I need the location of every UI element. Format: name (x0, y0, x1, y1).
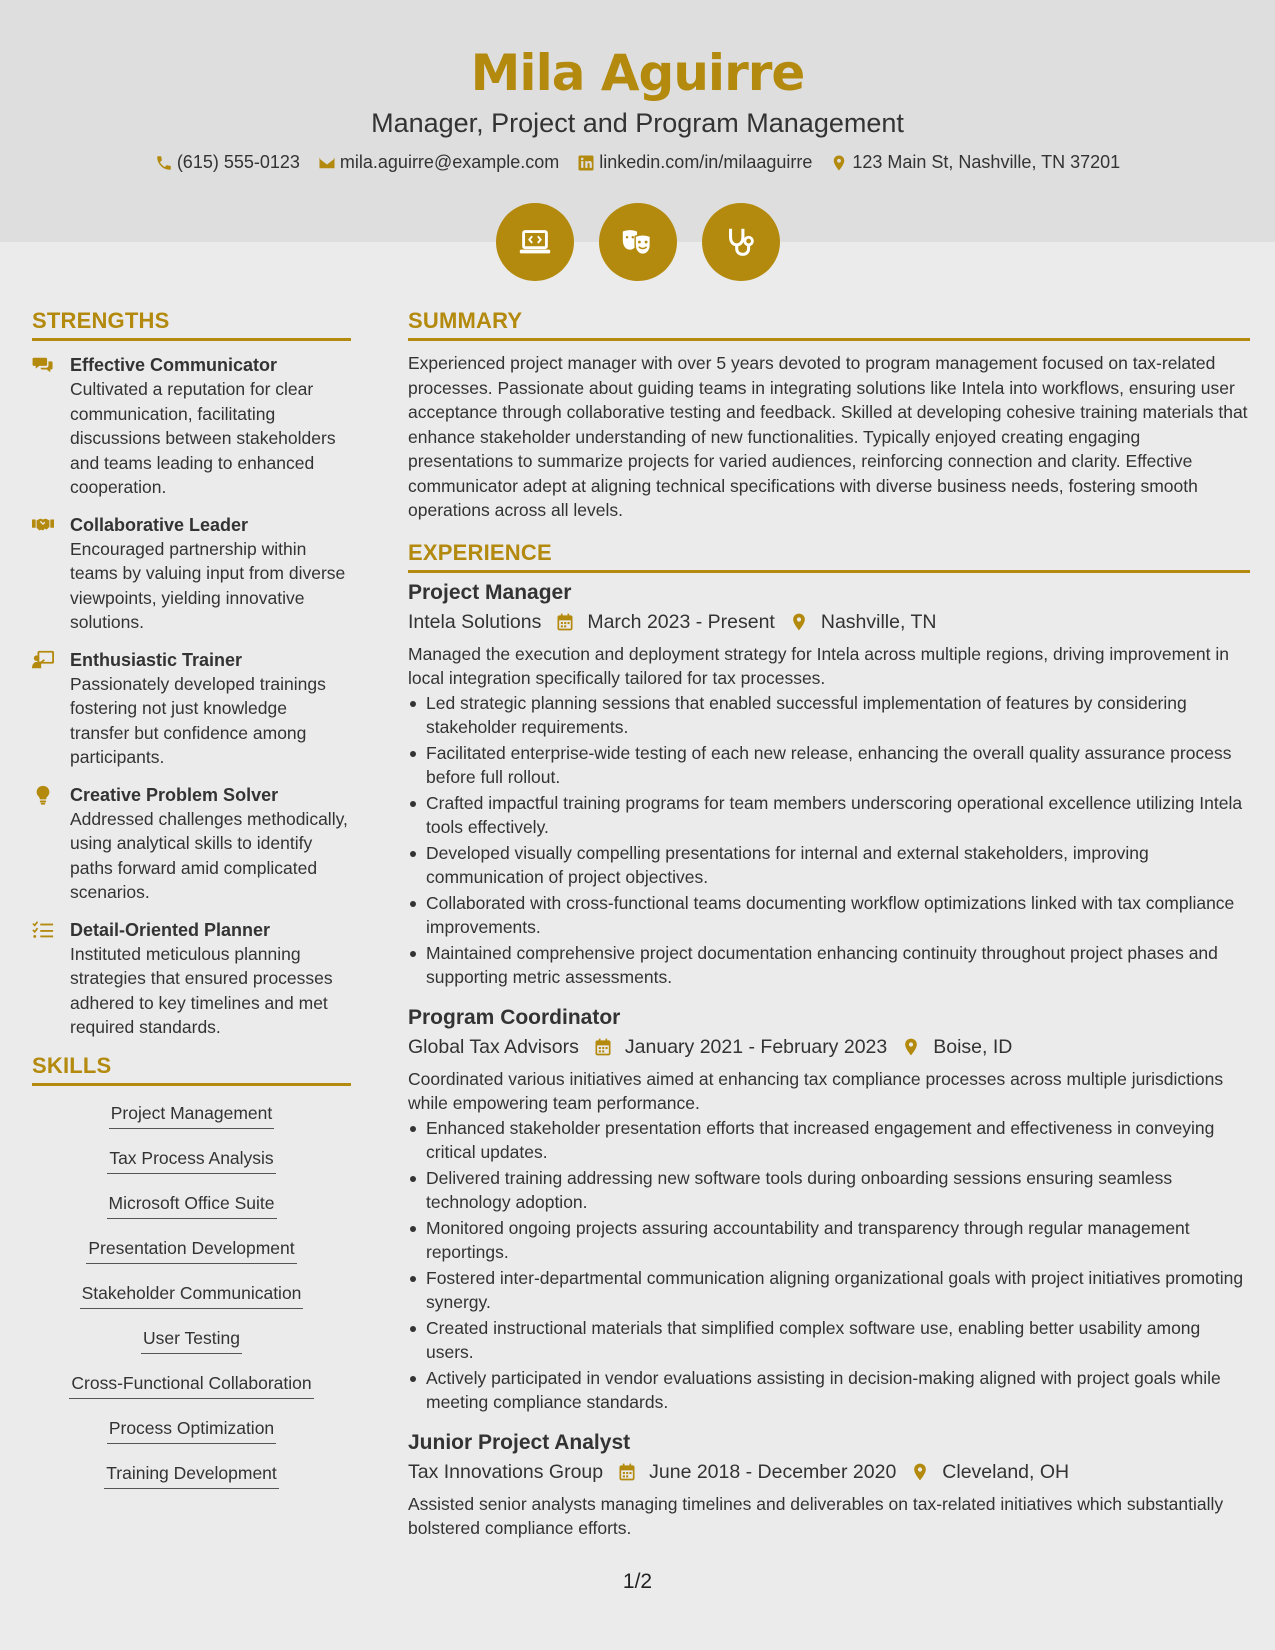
skill-tag: Training Development (104, 1461, 279, 1489)
skill-tag: User Testing (141, 1326, 242, 1354)
comments-icon (32, 353, 58, 500)
skill-row (32, 1366, 351, 1411)
strengths-list (32, 353, 351, 1040)
experience-list (408, 579, 1250, 1541)
linkedin-text[interactable]: linkedin.com/in/milaaguirre (599, 152, 813, 172)
handshake-icon (32, 513, 58, 635)
skill-row (32, 1141, 351, 1186)
contact-address (830, 152, 1120, 173)
theater-masks-badge (599, 203, 677, 281)
calendar-icon (593, 1037, 613, 1057)
map-marker-icon (910, 1462, 930, 1482)
tasks-list-icon (32, 918, 58, 1040)
job-entry (408, 579, 1250, 990)
job-bullet: Collaborated with cross-functional teams documenting workflow optimizations linked with tax compliance improvements. (426, 891, 1250, 940)
calendar-icon (617, 1462, 637, 1482)
strengths-heading: STRENGTHS (32, 308, 351, 341)
job-entry (408, 1429, 1250, 1541)
linkedin-icon (577, 154, 595, 172)
stethoscope-icon (722, 223, 760, 261)
job-dates: January 2021 - February 2023 (624, 1035, 888, 1058)
experience-heading: EXPERIENCE (408, 540, 1250, 573)
skills-heading: SKILLS (32, 1053, 351, 1086)
strength-description: Instituted meticulous planning strategies that ensured processes adhered to key timelines and met required standards. (70, 943, 333, 1037)
phone-text: (615) 555-0123 (176, 152, 300, 172)
map-marker-icon (901, 1037, 921, 1057)
job-meta (408, 1457, 1250, 1487)
skill-row (32, 1231, 351, 1276)
job-meta (408, 1032, 1250, 1062)
contact-email[interactable] (318, 152, 559, 173)
summary-heading: SUMMARY (408, 308, 1250, 341)
job-company: Tax Innovations Group (408, 1460, 604, 1483)
resume-header (0, 0, 1275, 242)
skill-tag: Process Optimization (107, 1416, 276, 1444)
job-location: Boise, ID (933, 1035, 1013, 1058)
strength-item (32, 918, 351, 1040)
job-location: Cleveland, OH (942, 1460, 1070, 1483)
skill-row (32, 1456, 351, 1501)
contact-bar (0, 152, 1275, 173)
job-dates: June 2018 - December 2020 (649, 1460, 897, 1483)
job-bullet: Monitored ongoing projects assuring accountability and transparency through regular management reportings. (426, 1216, 1250, 1265)
map-marker-icon (789, 612, 809, 632)
job-bullet: Maintained comprehensive project documentation enhancing continuity throughout project phases and supporting metric assessments. (426, 941, 1250, 990)
right-column (408, 308, 1250, 1555)
skill-tag: Project Management (109, 1101, 274, 1129)
job-bullet: Delivered training addressing new software tools during onboarding sessions ensuring seamless technology adoption. (426, 1166, 1250, 1215)
address-text: 123 Main St, Nashville, TN 37201 (852, 152, 1121, 172)
candidate-name: Mila Aguirre (470, 44, 805, 102)
skill-row (32, 1321, 351, 1366)
skill-tag: Cross-Functional Collaboration (69, 1371, 313, 1399)
job-bullet: Developed visually compelling presentations for internal and external stakeholders, improving communication of project objectives. (426, 841, 1250, 890)
job-description: Assisted senior analysts managing timelines and deliverables on tax-related initiatives which substantially bolstered compliance efforts. (408, 1493, 1224, 1538)
job-company: Global Tax Advisors (408, 1035, 579, 1058)
job-bullet: Crafted impactful training programs for team members underscoring operational excellence utilizing Intela tools effectively. (426, 791, 1250, 840)
strength-description: Encouraged partnership within teams by valuing input from diverse viewpoints, yielding innovative solutions. (70, 538, 346, 632)
laptop-code-icon (516, 223, 554, 261)
phone-icon (155, 154, 173, 172)
calendar-icon (555, 612, 575, 632)
contact-linkedin[interactable] (577, 152, 812, 173)
job-role: Program Coordinator (408, 1005, 621, 1029)
stethoscope-badge (702, 203, 780, 281)
interest-icons (0, 203, 1275, 281)
strength-description: Passionately developed trainings fostering not just knowledge transfer but confidence among participants. (70, 673, 326, 767)
summary-text: Experienced project manager with over 5 years devoted to program management focused on tax-related processes. Passionate about guiding teams in integrating solutions like Intela into workflows, ensuring user acceptance through collaborative testing and feedback. Skilled at developing cohesive training materials that enhance stakeholder understanding of new functionalities. Typically enjoyed creating engaging presentations to summarize projects for varied audiences, reinforcing connection and clarity. Effective communicator adept at aligning technical specifications with diverse business needs, fostering smooth operations across all levels. (408, 353, 1248, 520)
job-bullet: Actively participated in vendor evaluations assisting in decision-making aligned with project goals while meeting compliance standards. (426, 1366, 1250, 1415)
job-bullet: Created instructional materials that simplified complex software use, enabling better usability among users. (426, 1316, 1250, 1365)
job-bullets (426, 691, 1250, 990)
lightbulb-icon (32, 783, 58, 905)
skill-row (32, 1186, 351, 1231)
email-text[interactable]: mila.aguirre@example.com (339, 152, 560, 172)
job-dates: March 2023 - Present (587, 610, 775, 633)
strength-title: Collaborative Leader (70, 514, 249, 535)
skills-list (32, 1096, 351, 1501)
job-bullet: Led strategic planning sessions that enabled successful implementation of features by considering stakeholder requirements. (426, 691, 1250, 740)
skill-tag: Presentation Development (86, 1236, 296, 1264)
strength-title: Enthusiastic Trainer (70, 649, 243, 670)
job-bullet: Enhanced stakeholder presentation efforts that increased engagement and effectiveness in conveying critical updates. (426, 1116, 1250, 1165)
strength-item (32, 783, 351, 905)
job-location: Nashville, TN (820, 610, 937, 633)
job-entry (408, 1004, 1250, 1415)
job-role: Project Manager (408, 580, 572, 604)
skill-row (32, 1411, 351, 1456)
job-company: Intela Solutions (408, 610, 542, 633)
skill-row (32, 1096, 351, 1141)
job-bullet: Facilitated enterprise-wide testing of each new release, enhancing the overall quality assurance process before full rollout. (426, 741, 1250, 790)
candidate-title: Manager, Project and Program Management (371, 108, 904, 138)
strength-description: Cultivated a reputation for clear communication, facilitating discussions between stakeholders and teams leading to enhanced cooperation. (70, 379, 336, 497)
job-meta (408, 607, 1250, 637)
map-marker-icon (830, 154, 848, 172)
strength-title: Creative Problem Solver (70, 784, 279, 805)
left-column (32, 308, 351, 1501)
strength-description: Addressed challenges methodically, using analytical skills to identify paths forward amid complicated scenarios. (70, 808, 348, 902)
job-bullet: Fostered inter-departmental communication aligning organizational goals with project initiatives promoting synergy. (426, 1266, 1250, 1315)
strength-item (32, 513, 351, 635)
strength-title: Detail-Oriented Planner (70, 919, 271, 940)
strength-item (32, 648, 351, 770)
skill-tag: Microsoft Office Suite (107, 1191, 277, 1219)
skill-tag: Stakeholder Communication (80, 1281, 304, 1309)
chalkboard-teacher-icon (32, 648, 58, 770)
job-bullets (426, 1116, 1250, 1415)
job-description: Coordinated various initiatives aimed at enhancing tax compliance processes across multiple jurisdictions while empowering team performance. (408, 1068, 1224, 1113)
job-description: Managed the execution and deployment strategy for Intela across multiple regions, driving improvement in local integration specifically tailored for tax processes. (408, 643, 1229, 688)
skill-tag: Tax Process Analysis (107, 1146, 275, 1174)
skill-row (32, 1276, 351, 1321)
envelope-icon (318, 154, 336, 172)
strength-item (32, 353, 351, 500)
page-number: 1/2 (622, 1570, 653, 1593)
job-role: Junior Project Analyst (408, 1430, 631, 1454)
theater-masks-icon (619, 223, 657, 261)
strength-title: Effective Communicator (70, 355, 278, 375)
contact-phone (155, 152, 300, 173)
laptop-code-badge (496, 203, 574, 281)
